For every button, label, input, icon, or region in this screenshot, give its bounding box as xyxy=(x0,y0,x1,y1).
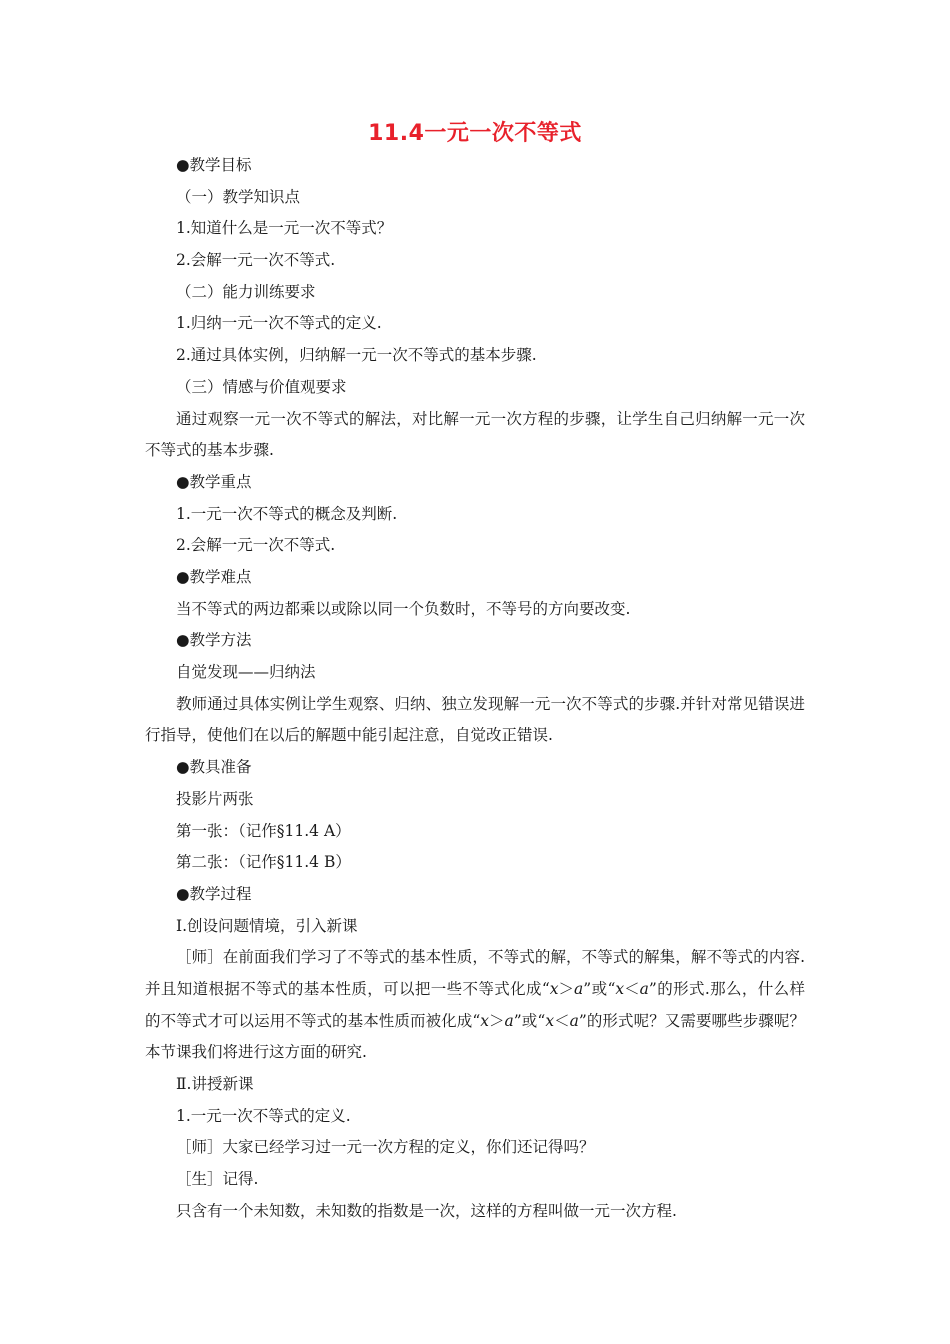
document-body xyxy=(145,150,805,1228)
subsection-create-situation: Ⅰ.创设问题情境，引入新课 xyxy=(176,916,358,935)
section-heading-teaching-aids: ●教具准备 xyxy=(176,758,252,777)
section-heading-teaching-goals: ●教学目标 xyxy=(176,156,252,174)
text-line: 当不等式的两边都乘以或除以同一个负数时，不等号的方向要改变. xyxy=(176,599,631,618)
paragraph: 通过观察一元一次不等式的解法，对比解一元一次方程的步骤，让学生自己归纳解一元一次不等式的基本步骤. xyxy=(145,409,805,460)
list-item: 2.会解一元一次不等式. xyxy=(176,251,336,270)
section-heading-difficult-points: ●教学难点 xyxy=(176,567,252,586)
list-item: 1.一元一次不等式的定义. xyxy=(176,1106,351,1125)
text-line: 第二张：（记作§11.4 B） xyxy=(176,853,351,872)
list-item: 1.一元一次不等式的概念及判断. xyxy=(176,504,398,523)
text-line: 第一张：（记作§11.4 A） xyxy=(176,821,351,840)
list-item: 1.知道什么是一元一次不等式？ xyxy=(176,219,393,238)
list-item: 2.会解一元一次不等式. xyxy=(176,536,336,555)
subsection-knowledge-points: （一）教学知识点 xyxy=(176,187,301,206)
section-heading-key-points: ●教学重点 xyxy=(176,472,252,491)
subsection-emotion-values: （三）情感与价值观要求 xyxy=(176,377,347,396)
paragraph: ［师］在前面我们学习了不等式的基本性质，不等式的解，不等式的解集，解不等式的内容.并且知道根据不等式的基本性质，可以把一些不等式化成“x＞a”或“x＜a”的形式.那么，什么样的不等式才可以运用不等式的基本性质而被化成“x＞a”或“x＜a”的形式呢？又需要哪些步骤呢？本节课我们将进行这方面的研究. xyxy=(145,948,805,1062)
section-heading-teaching-method: ●教学方法 xyxy=(176,631,252,650)
list-item: 2.通过具体实例，归纳解一元一次不等式的基本步骤. xyxy=(176,346,537,365)
section-heading-teaching-process: ●教学过程 xyxy=(176,884,252,903)
text-line: 自觉发现——归纳法 xyxy=(176,663,316,682)
text-line: 投影片两张 xyxy=(176,789,254,808)
paragraph: 教师通过具体实例让学生观察、归纳、独立发现解一元一次不等式的步骤.并针对常见错误进行指导，使他们在以后的解题中能引起注意，自觉改正错误. xyxy=(145,694,805,745)
document-title: 11.4一元一次不等式 xyxy=(368,121,582,146)
list-item: 1.归纳一元一次不等式的定义. xyxy=(176,314,382,333)
text-line: 只含有一个未知数，未知数的指数是一次，这样的方程叫做一元一次方程. xyxy=(176,1201,677,1220)
subsection-new-lesson: Ⅱ.讲授新课 xyxy=(176,1075,254,1094)
dialogue-student: ［生］记得. xyxy=(176,1170,259,1189)
subsection-ability-training: （二）能力训练要求 xyxy=(176,282,316,301)
dialogue-teacher: ［师］大家已经学习过一元一次方程的定义，你们还记得吗？ xyxy=(176,1138,595,1157)
